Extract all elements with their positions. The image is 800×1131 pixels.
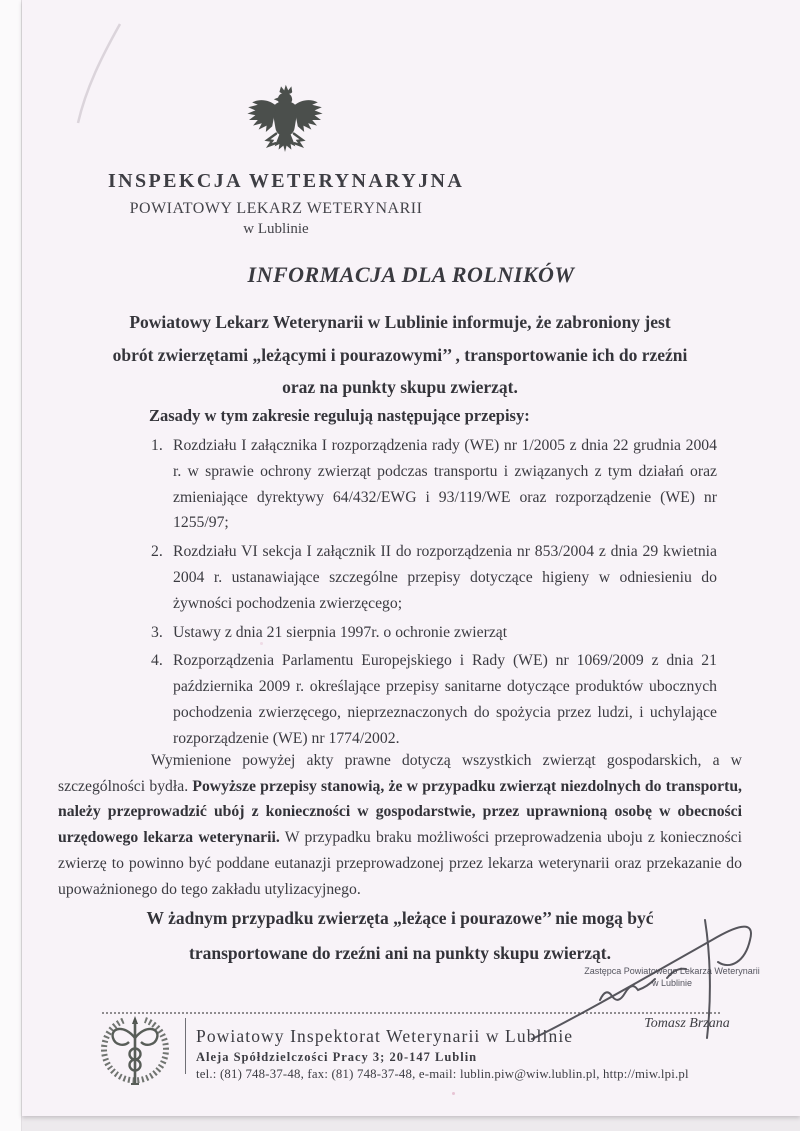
footer-institution-name: Powiatowy Inspektorat Weterynarii w Lublinie (196, 1026, 574, 1046)
intro-line-3: oraz na punkty skupu zwierząt. (282, 377, 518, 397)
list-item-number: 4. (151, 652, 163, 670)
eagle-emblem-icon (245, 84, 325, 164)
list-item (151, 433, 717, 536)
footer-address: Aleja Spółdzielczości Pracy 3; 20-147 Lublin (196, 1050, 478, 1064)
stamp-line-1: Zastępca Powiatowego Lekarza Weterynarii (584, 966, 760, 976)
body-text-normal: Wymienione powyżej akty prawne dotyczą wszystkich zwierząt gospodarskich, a w szczególności bydła. (58, 752, 742, 795)
body-text-bold: Powyższe przepisy stanowią, że w przypadku zwierząt niezdolnych do transportu, należy przeprowadzić ubój z konieczności w gospodarstwie, przez uprawnioną osobę w obecności urzędowego lekarza weterynarii. (58, 777, 742, 847)
caduceus-logo-icon (94, 1014, 176, 1090)
list-item-text: Ustawy z dnia 21 sierpnia 1997r. o ochronie zwierząt (173, 623, 508, 641)
list-item (151, 539, 717, 616)
body-paragraph (58, 748, 742, 902)
signer-name: Tomasz Brzana (644, 1016, 730, 1031)
office-name: POWIATOWY LEKARZ WETERYNARII (129, 200, 423, 217)
footer-address-block (196, 1026, 766, 1082)
list-item-text: Rozporządzenia Parlamentu Europejskiego i Rady (WE) nr 1069/2009 z dnia 21 października 2009 r. określające przepisy sanitarne dotyczące produktów ubocznych pochodzenia zwierzęcego, nieprzeznaczonych do spożycia przez ludzi, i uchylające rozporządzenie (WE) nr 1774/2002. (173, 652, 717, 747)
document-title: INFORMACJA DLA ROLNIKÓW (247, 262, 575, 287)
list-item (151, 620, 717, 646)
stamp-line-2: w Lublinie (651, 977, 693, 988)
intro-line-2: obrót zwierzętami „leżącymi i pourazowymi’’ , transportowanie ich do rzeźni (112, 344, 688, 365)
scan-speck (260, 642, 263, 645)
letter-paper (22, 0, 800, 1116)
list-item-number: 2. (151, 543, 163, 561)
letterhead (108, 170, 465, 238)
list-item-text: Rozdziału VI sekcja I załącznik II do rozporządzenia nr 853/2004 z dnia 29 kwietnia 2004 r. ustanawiające szczególne przepisy dotyczące higieny w odniesieniu do żywności pochodzenia zwierzęcego; (173, 543, 717, 612)
footer-contact: tel.: (81) 748-37-48, fax: (81) 748-37-48, e-mail: lublin.piw@wiw.lublin.pl, http://miw.lpi.pl (196, 1067, 689, 1081)
rules-list (151, 433, 717, 755)
footer-divider (185, 1018, 186, 1074)
org-name: INSPEKCJA WETERYNARYJNA (108, 170, 465, 192)
list-item-number: 3. (151, 623, 163, 641)
office-city: w Lublinie (243, 221, 309, 237)
list-item (151, 648, 717, 751)
closing-line-1: W żadnym przypadku zwierzęta „leżące i pourazowe’’ nie mogą być (146, 908, 654, 928)
body-text-normal: W przypadku braku możliwości przeprowadzenia uboju z konieczności zwierzę to powinno być poddane eutanazji przeprowadzonej przez lekarza weterynarii oraz przekazanie do upoważnionego do tego zakładu utylizacyjnego. (58, 829, 742, 898)
intro-line-1: Powiatowy Lekarz Weterynarii w Lublinie informuje, że zabroniony jest (129, 312, 671, 332)
list-item-text: Rozdziału I załącznika I rozporządzenia rady (WE) nr 1/2005 z dnia 22 grudnia 2004 r. w sprawie ochrony zwierząt podczas transportu i związanych z tym działań oraz zmieniające dyrektywy 64/432/EWG i 93/119/WE oraz rozporządzenie (WE) nr 1255/97; (173, 437, 717, 532)
closing-line-2: transportowane do rzeźni ani na punkty skupu zwierząt. (189, 942, 611, 963)
scan-speck (452, 1092, 455, 1095)
rules-heading: Zasady w tym zakresie regulują następujące przepisy: (149, 406, 530, 425)
scan-scratch-artifact (62, 18, 132, 133)
scan-left-margin (0, 0, 22, 1131)
intro-paragraph (58, 306, 742, 404)
list-item-number: 1. (151, 437, 163, 454)
